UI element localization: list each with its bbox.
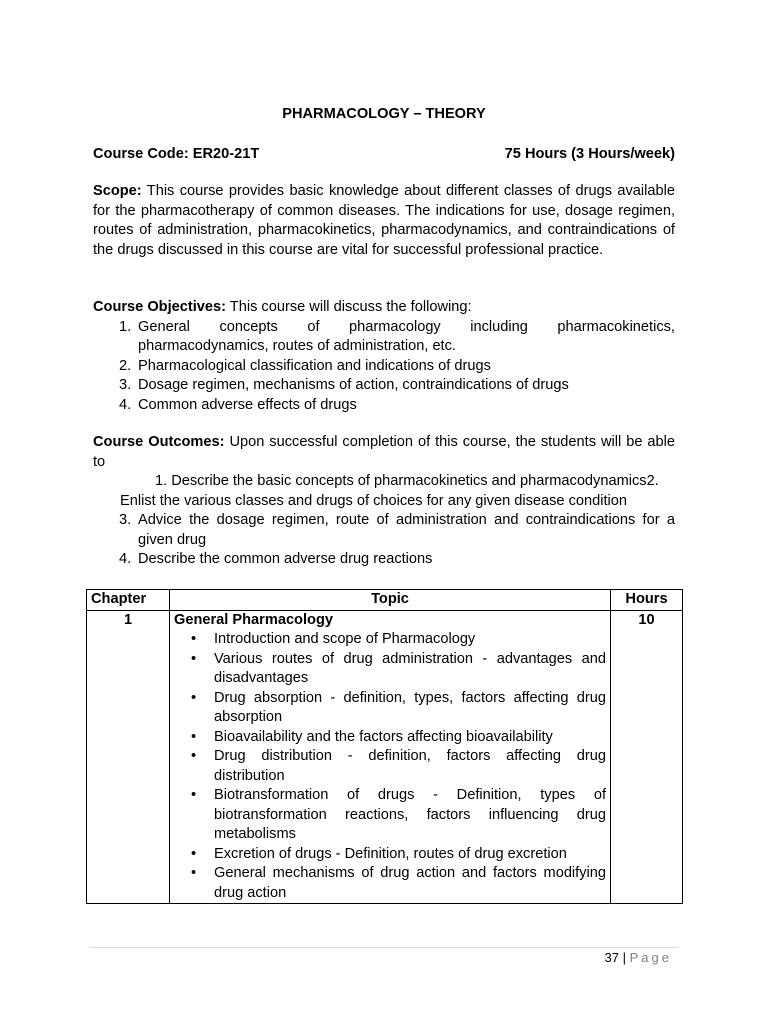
objectives-intro: This course will discuss the following: xyxy=(226,299,472,315)
outcomes-label: Course Outcomes: xyxy=(93,434,225,450)
outcomes-list xyxy=(93,511,675,570)
bullet-item: • Various routes of drug administration - advantages and disadvantages xyxy=(174,650,606,689)
item-text: Pharmacological classification and indications of drugs xyxy=(138,357,491,374)
item-text: Advice the dosage regimen, route of administration and contraindications for a given drug xyxy=(138,512,675,548)
item-number: 3. xyxy=(119,512,132,528)
bullet-item: • Excretion of drugs - Definition, routes of drug excretion xyxy=(174,845,606,865)
page-label: Page xyxy=(629,950,672,965)
page-separator: | xyxy=(619,950,630,965)
page-footer xyxy=(605,948,672,968)
item-text: pharmacodynamics, routes of administration, etc. xyxy=(138,338,456,354)
header-hours: Hours xyxy=(611,590,683,611)
list-item xyxy=(93,511,675,550)
item-text: Describe the common adverse drug reactions xyxy=(138,551,433,567)
bullet-item: • Introduction and scope of Pharmacology xyxy=(174,630,606,650)
course-code: Course Code: ER20-21T xyxy=(93,146,260,162)
list-item xyxy=(93,396,675,416)
list-item xyxy=(93,550,675,570)
objectives-label: Course Objectives: xyxy=(93,299,227,315)
outcome-item: Enlist the various classes and drugs of choices for any given disease condition xyxy=(120,492,628,509)
bullet-item: • General mechanisms of drug action and factors modifying drug action xyxy=(174,864,606,903)
scope-text: This course provides basic knowledge about different classes of drugs available for the pharmacotherapy of common diseases. The indications for use, dosage regimen, routes of administration, pharmacokinetics, pharmacodynamics, and contraindications of the drugs discussed in this course are vital for successful professional practice. xyxy=(93,183,675,258)
topic-title: General Pharmacology xyxy=(174,611,333,628)
scope-paragraph xyxy=(93,182,675,260)
table-header-row xyxy=(87,590,683,611)
item-number: 1. xyxy=(119,318,132,335)
course-info-row xyxy=(93,145,675,165)
page-title: PHARMACOLOGY – THEORY xyxy=(282,106,486,122)
topic-cell xyxy=(170,610,611,904)
header-topic: Topic xyxy=(170,590,611,611)
topic-bullets xyxy=(174,630,606,903)
outcome-item: 1. Describe the basic concepts of pharmacokinetics and pharmacodynamics2. xyxy=(155,473,659,489)
item-number: 4. xyxy=(119,551,132,567)
page-number: 37 xyxy=(604,950,620,965)
bullet-item: • Drug distribution - definition, factors affecting drug distribution xyxy=(174,747,606,786)
chapter-number: 1 xyxy=(87,610,170,904)
table-row xyxy=(87,610,683,904)
objectives-list xyxy=(93,318,675,416)
bullet-item: • Biotransformation of drugs - Definition, types of biotransformation reactions, factors influencing drug metabolisms xyxy=(174,786,606,845)
scope-label: Scope: xyxy=(93,183,142,199)
footer-divider xyxy=(90,947,678,948)
bullet-item: • Bioavailability and the factors affecting bioavailability xyxy=(174,728,606,748)
list-item xyxy=(93,376,675,396)
course-hours: 75 Hours (3 Hours/week) xyxy=(504,146,675,162)
header-chapter: Chapter xyxy=(87,590,170,611)
item-text: Common adverse effects of drugs xyxy=(138,396,357,413)
item-number: 2. xyxy=(119,357,132,374)
objectives-section xyxy=(93,298,675,415)
bullet-item: • Drug absorption - definition, types, factors affecting drug absorption xyxy=(174,689,606,728)
list-item xyxy=(93,357,675,377)
item-number: 4. xyxy=(119,396,132,413)
syllabus-table xyxy=(86,589,683,904)
item-text: Dosage regimen, mechanisms of action, contraindications of drugs xyxy=(138,377,569,393)
list-item xyxy=(93,318,675,357)
item-text: General concepts of pharmacology including pharmacokinetics, xyxy=(138,318,675,335)
chapter-hours: 10 xyxy=(611,610,683,904)
outcomes-section xyxy=(93,433,675,570)
outcomes-intro: Upon successful completion of this course, the students will be able to xyxy=(93,434,676,470)
item-number: 3. xyxy=(119,377,132,393)
